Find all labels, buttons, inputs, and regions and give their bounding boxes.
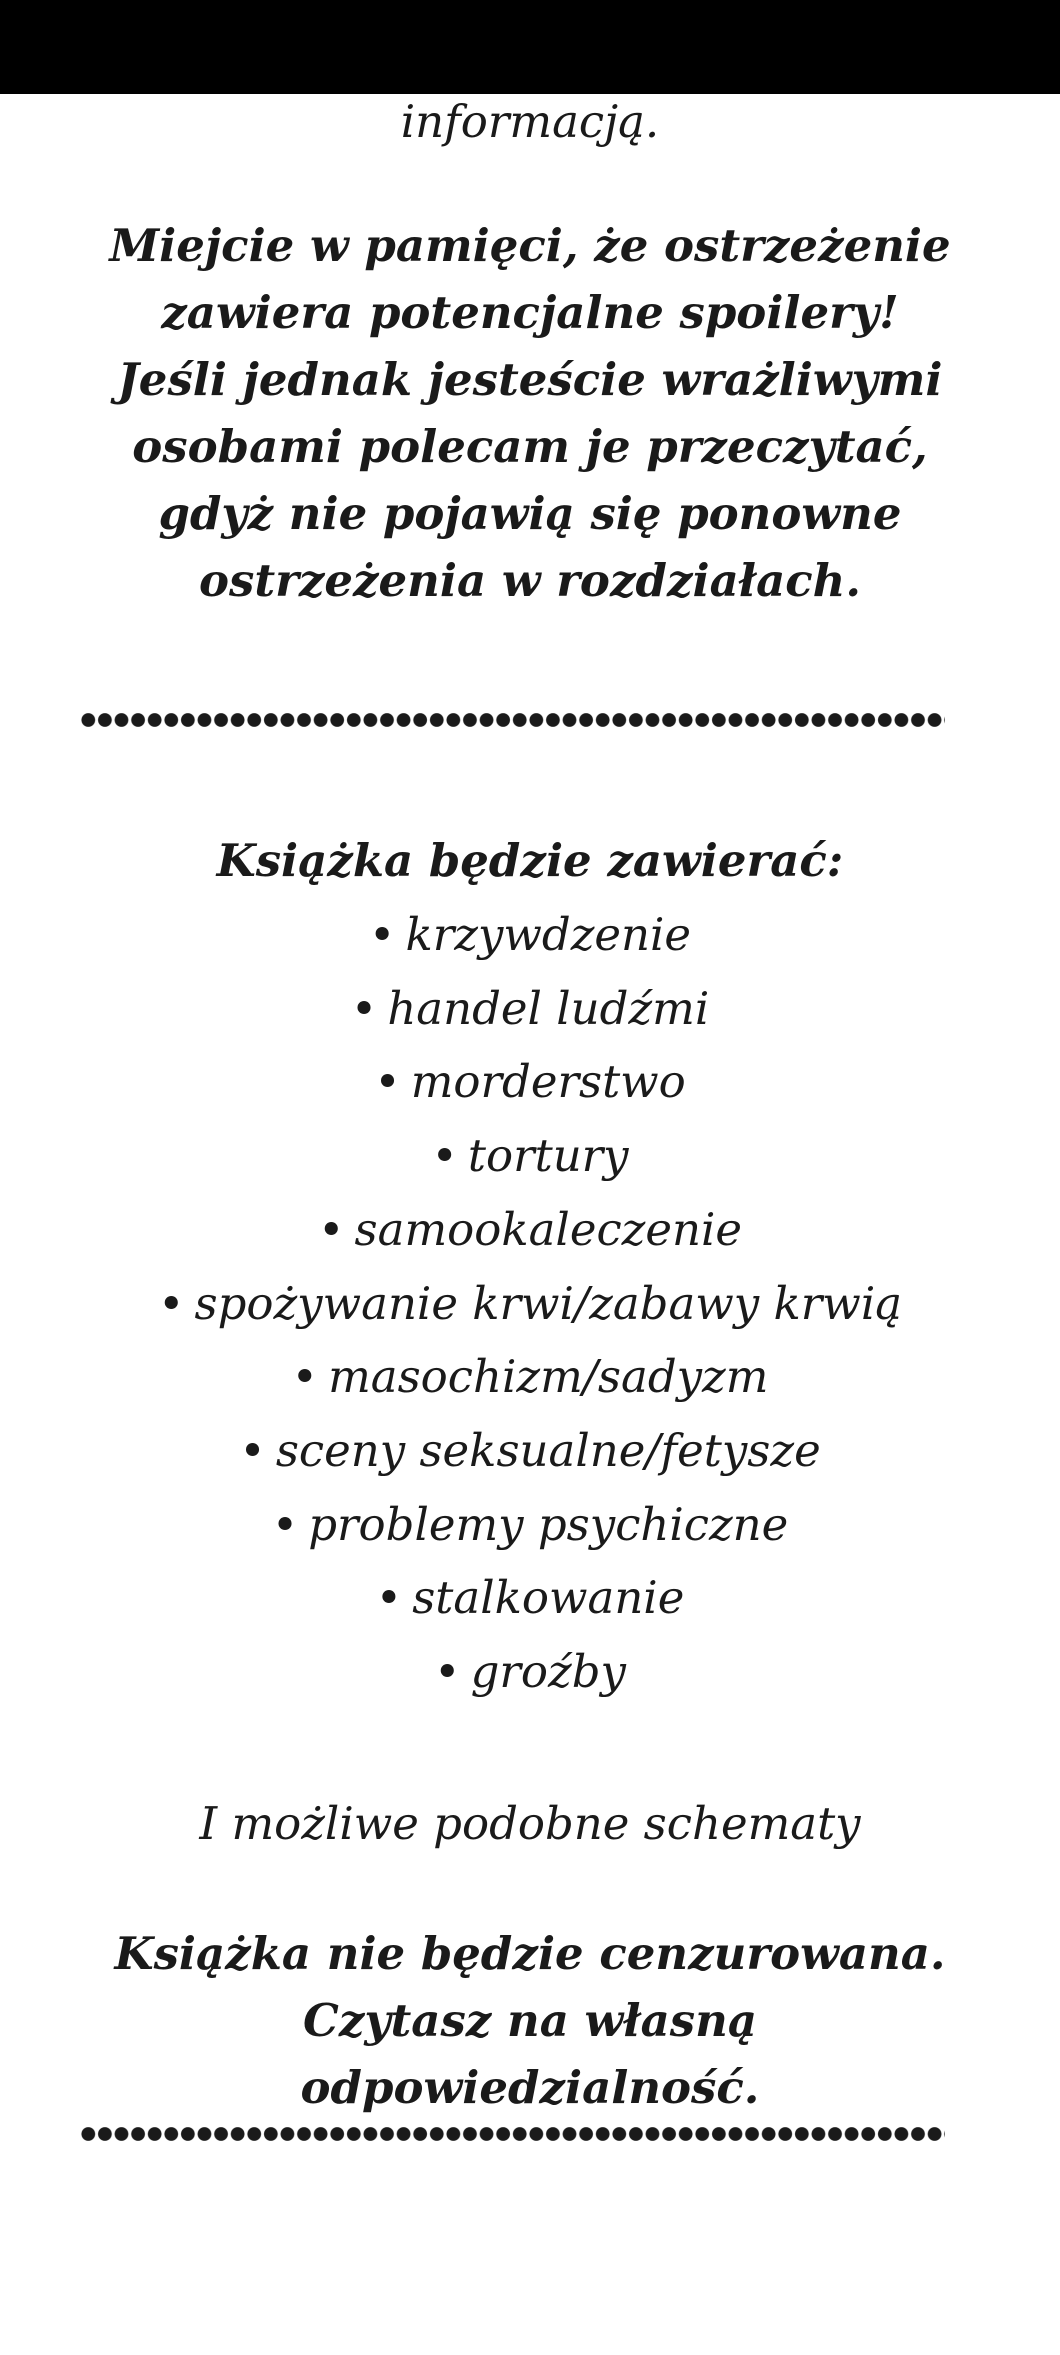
- list-item-label: groźby: [470, 1645, 626, 1699]
- bullet-icon: •: [239, 1423, 266, 1477]
- content-list-footer: I możliwe podobne schematy: [199, 1797, 861, 1850]
- warning-line: Miejcie w pamięci, że ostrzeżenie: [109, 219, 951, 272]
- list-item: [0, 1635, 1060, 1709]
- list-item: [0, 898, 1060, 972]
- dotted-divider: [80, 2126, 945, 2142]
- bullet-icon: •: [431, 1129, 458, 1183]
- list-item-label: handel ludźmi: [387, 981, 710, 1035]
- continuation-text: informacją.: [400, 95, 660, 148]
- spoiler-warning: [60, 212, 1000, 614]
- notice-line: Czytasz na własną: [303, 1994, 757, 2047]
- list-item-label: samookaleczenie: [354, 1202, 742, 1256]
- censorship-notice: [60, 1920, 1000, 2121]
- content-list-heading: Książka będzie zawierać:: [216, 834, 844, 887]
- bullet-icon: •: [374, 1055, 401, 1109]
- list-item-label: masochizm/sadyzm: [328, 1350, 769, 1404]
- list-item: [0, 972, 1060, 1046]
- list-item-label: sceny seksualne/fetysze: [275, 1423, 821, 1477]
- list-item: [0, 1340, 1060, 1414]
- warning-line: Jeśli jednak jesteście wrażliwymi: [117, 353, 943, 406]
- bullet-icon: •: [368, 908, 396, 961]
- list-item: [0, 1561, 1060, 1635]
- content-warning-list: [0, 898, 1060, 1709]
- bullet-icon: •: [271, 1497, 299, 1551]
- status-bar: [0, 0, 1060, 94]
- list-item-label: krzywdzenie: [405, 908, 692, 961]
- notice-line: Książka nie będzie cenzurowana.: [114, 1927, 946, 1980]
- bullet-icon: •: [318, 1202, 345, 1256]
- bullet-icon: •: [291, 1350, 319, 1404]
- bullet-icon: •: [157, 1276, 185, 1330]
- list-item: [0, 1193, 1060, 1267]
- list-item: [0, 1488, 1060, 1562]
- list-item-label: spożywanie krwi/zabawy krwią: [194, 1276, 903, 1330]
- list-item: [0, 1045, 1060, 1119]
- list-item-label: problemy psychiczne: [308, 1497, 789, 1551]
- list-item: [0, 1267, 1060, 1341]
- warning-line: osobami polecam je przeczytać,: [132, 420, 928, 473]
- list-item-label: morderstwo: [410, 1055, 686, 1109]
- list-item-label: tortury: [467, 1129, 629, 1183]
- list-item: [0, 1119, 1060, 1193]
- dotted-divider: [80, 712, 945, 728]
- bullet-icon: •: [375, 1571, 403, 1625]
- list-item-label: stalkowanie: [412, 1571, 685, 1625]
- notice-line: odpowiedzialność.: [300, 2061, 760, 2114]
- warning-line: ostrzeżenia w rozdziałach.: [198, 554, 862, 607]
- list-item: [0, 1414, 1060, 1488]
- warning-line: gdyż nie pojawią się ponowne: [158, 487, 902, 540]
- warning-line: zawiera potencjalne spoilery!: [161, 286, 899, 339]
- bullet-icon: •: [434, 1645, 461, 1699]
- bullet-icon: •: [350, 981, 378, 1035]
